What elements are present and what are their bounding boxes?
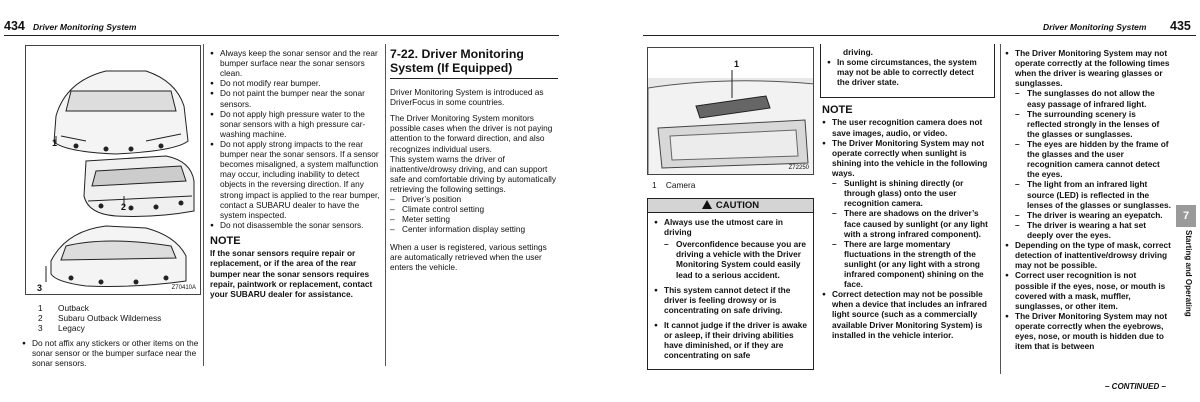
right-header-title: Driver Monitoring System — [1043, 22, 1147, 32]
caution-box — [647, 198, 814, 370]
note-sub-item: – There are shadows on the driver’s face caused by sunlight (or any light with a strong infrared component). — [832, 208, 994, 238]
note-sub-item: – The driver is wearing a hat set deeply over the eyes. — [1015, 220, 1171, 240]
figure-callout-1: 1 — [52, 138, 58, 148]
note-text: If the sonar sensors require repair or replacement, or if the area of the rear bumper near the sonar sensors requires repair, paintwork or replacement, contact your SUBARU dealer for assistance. — [210, 248, 373, 299]
caution-sub-item: – Overconfidence because you are driving a vehicle with the Driver Monitoring System could easily lead to a serious accident. — [664, 239, 807, 279]
left-header-rule — [4, 35, 559, 36]
bullet-item: ● Do not apply high pressure water to the sonar sensors with a high pressure car-washing machine. — [210, 109, 380, 139]
left-column-divider — [203, 44, 204, 366]
left-header-title: Driver Monitoring System — [33, 22, 137, 32]
legend-item: 2 Subaru Outback Wilderness — [38, 313, 162, 324]
outback-rear-illustration — [54, 71, 188, 154]
warning-triangle-icon — [702, 200, 712, 209]
right-col2 — [822, 104, 994, 340]
camera-callout-1: 1 — [734, 59, 740, 69]
bullet-item: ● Always keep the sonar sensor and the rear bumper surface near the sonar sensors clean. — [210, 48, 380, 78]
note-bullet: ● Depending on the type of mask, correct detection of inattentive/drowsy driving may not be possible. — [1005, 240, 1171, 270]
right-column-divider — [1000, 44, 1001, 374]
camera-figure-code: Z72250 — [788, 164, 809, 171]
wilderness-rear-illustration — [84, 156, 194, 216]
paragraph: The Driver Monitoring System monitors possible cases when the driver is not paying attention to the forward direction, and also recognizes individual users. — [390, 113, 553, 154]
sonar-sensor-figure — [25, 45, 201, 295]
caution-header: CAUTION — [648, 199, 813, 213]
note-sub-item: – The surrounding scenery is reflected strongly in the lenses of the glasses or sunglasses. — [1015, 109, 1171, 139]
bullet-item: ● Do not affix any stickers or other items on the sonar sensor or the bumper surface near the sonar sensors. — [22, 338, 204, 368]
left-col1-bullets — [22, 338, 204, 368]
right-header-rule — [643, 35, 1196, 36]
paragraph: When a user is registered, various settings are automatically retrieved when the user enters the vehicle. — [390, 241, 547, 272]
note-bullet: ● The Driver Monitoring System may not operate correctly when sunlight is shining into the vehicle in the following ways. — [822, 138, 994, 178]
left-legend — [38, 303, 208, 333]
note-sub-item: – The driver is wearing an eyepatch. — [1015, 210, 1171, 220]
section-heading: 7-22. Driver Monitoring System (If Equipped) — [390, 47, 524, 75]
legend-item: 3 Legacy — [38, 323, 85, 334]
note-heading: NOTE — [210, 234, 241, 247]
caution-continued-text: driving. — [843, 47, 873, 57]
note-bullet: ● Correct detection may not be possible when a device that includes an infrared light source (such as a commercially available Driver Monitoring System) is installed in the vehicle interior. — [822, 289, 994, 340]
legacy-rear-illustration — [51, 226, 186, 286]
figure-callout-2: 2 — [121, 202, 127, 212]
note-sub-item: – The eyes are hidden by the frame of the glasses and the user recognition camera cannot detect the eyes. — [1015, 139, 1171, 179]
chapter-side-label: Starting and Operating — [1184, 230, 1193, 317]
figure-callout-3: 3 — [37, 283, 43, 293]
left-col3 — [390, 48, 558, 272]
section-heading-rule — [390, 78, 558, 79]
camera-figure — [647, 47, 814, 175]
settings-item: – Driver’s position — [390, 194, 558, 204]
left-page-number: 434 — [4, 19, 25, 33]
caution-bullet: ● Always use the utmost care in driving — [654, 217, 807, 237]
caution-bullet: ● In some circumstances, the system may not be able to correctly detect the driver state. — [827, 57, 988, 87]
right-col3 — [1005, 48, 1171, 351]
figure-code: Z70410A — [171, 284, 196, 291]
paragraph: This system warns the driver of inattentive/drowsy driving, and can support safe and comfortable driving by automatically retrieving the following settings. — [390, 153, 557, 195]
camera-illustration — [648, 48, 814, 175]
caution-bullet: ● It cannot judge if the driver is awake or asleep, if their driving abilities have diminished, or if they are concentrating on safe — [654, 320, 807, 360]
right-page-number: 435 — [1170, 19, 1191, 33]
left-col2 — [210, 48, 380, 299]
settings-item: – Center information display setting — [390, 224, 558, 234]
note-sub-item: – The light from an infrared light source (LED) is reflected in the lenses of the glasses or sunglasses. — [1015, 179, 1171, 209]
bullet-item: ● Do not disassemble the sonar sensors. — [210, 220, 380, 230]
bullet-item: ● Do not modify rear bumper. — [210, 78, 380, 88]
settings-item: – Climate control setting — [390, 204, 558, 214]
note-sub-item: – The sunglasses do not allow the easy passage of infrared light. — [1015, 88, 1171, 108]
chapter-tab: 7 — [1176, 205, 1196, 227]
settings-item: – Meter setting — [390, 214, 558, 224]
legend-item: 1 Outback — [38, 303, 89, 313]
paragraph: Driver Monitoring System is introduced as DriverFocus in some countries. — [390, 87, 544, 108]
note-bullet: ● The user recognition camera does not save images, audio, or video. — [822, 117, 994, 137]
continued-label: – CONTINUED – — [1105, 382, 1166, 391]
note-heading: NOTE — [822, 104, 853, 116]
note-bullet: ● The Driver Monitoring System may not operate correctly when the eyebrows, eyes, nose, or mouth is hidden due to item that is between — [1005, 311, 1171, 351]
note-bullet: ● The Driver Monitoring System may not operate correctly at the following times when the driver is wearing glasses or sunglasses. — [1005, 48, 1171, 88]
bullet-item: ● Do not apply strong impacts to the rear bumper near the sonar sensors. If a sensor becomes misaligned, a system malfunction may occur, including inability to detect objects in the reversing direction. If any strong impact is applied to the rear bumper, contact a SUBARU dealer to have the system inspected. — [210, 139, 380, 220]
left-column-divider-2 — [385, 44, 386, 366]
camera-legend: 1 Camera — [652, 180, 696, 190]
note-sub-item: – There are large momentary fluctuations in the strength of the sunlight (or any light with a strong infrared component) shining on the face. — [832, 239, 994, 290]
bullet-item: ● Do not paint the bumper near the sonar sensors. — [210, 88, 380, 108]
note-sub-item: – Sunlight is shining directly (or through glass) onto the user recognition camera. — [832, 178, 994, 208]
caution-continued-box — [820, 44, 995, 98]
caution-bullet: ● This system cannot detect if the driver is feeling drowsy or is concentrating on safe driving. — [654, 285, 807, 315]
note-bullet: ● Correct user recognition is not possible if the eyes, nose, or mouth is covered with a mask, muffler, sunglasses, or other item. — [1005, 270, 1171, 310]
car-rear-illustrations — [26, 46, 202, 296]
